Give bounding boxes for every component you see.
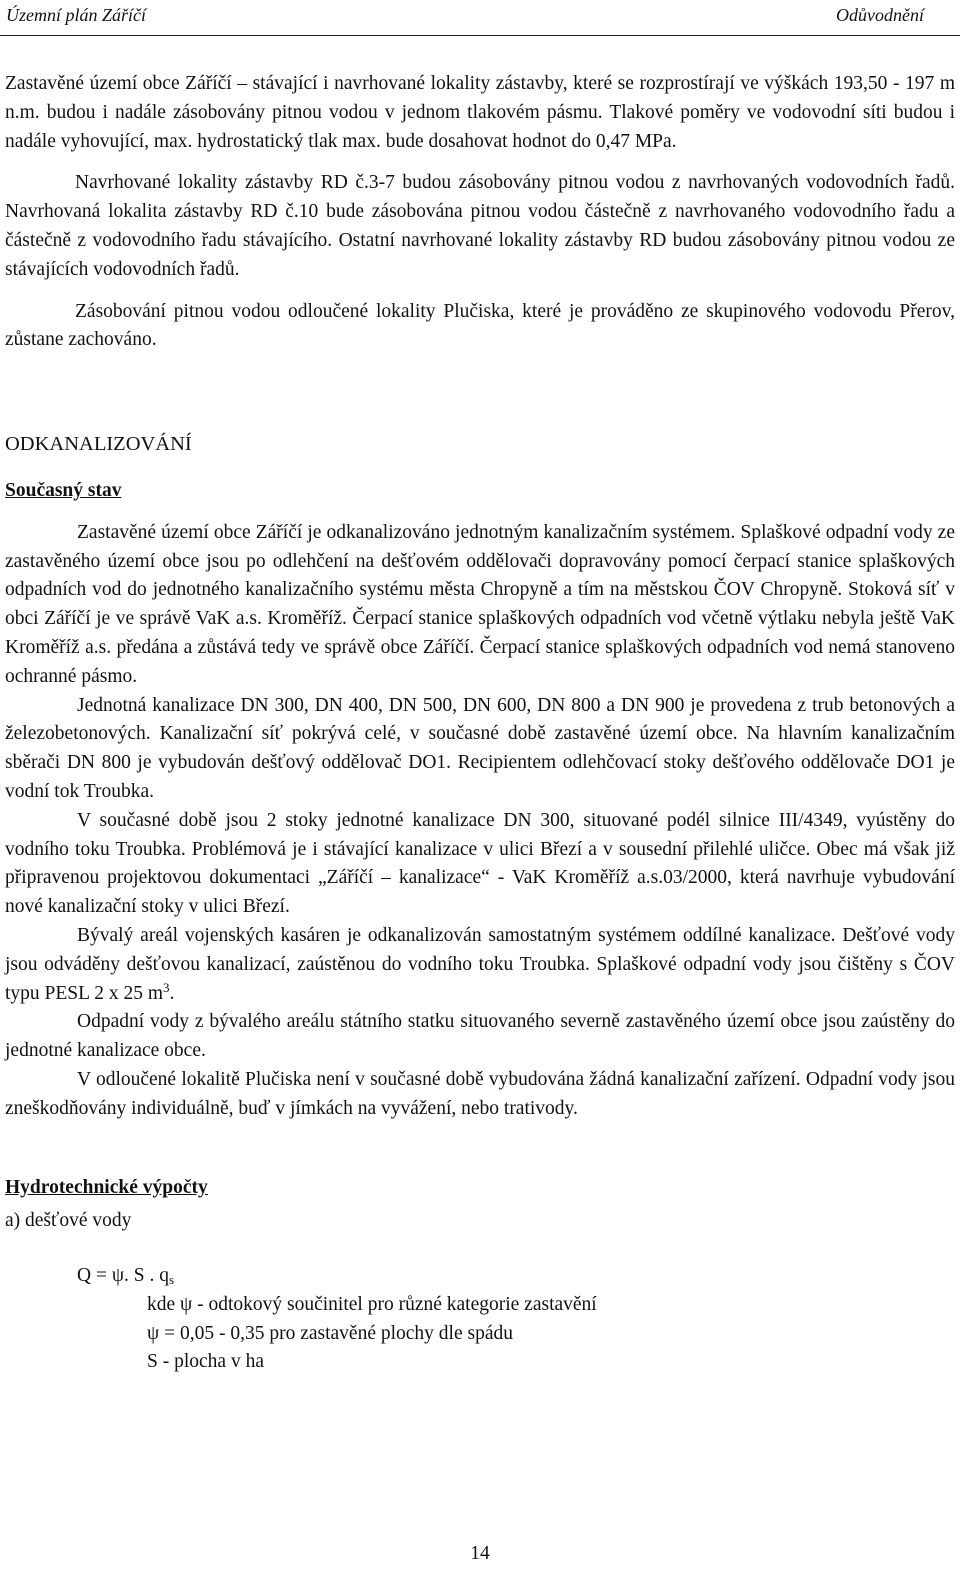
page-header	[0, 0, 960, 36]
paragraph-sewer-system: Zastavěné území obce Záříčí je odkanalizováno jednotným kanalizačním systémem. Splaškové odpadní vody ze zastavěného území obce jsou po odlehčení na dešťovém oddělovači dopravovány pomocí čerpací stanice splaškových odpadních vod do jednotného kanalizačního systému města Chropyně a tím na městskou ČOV Chropyně. Stoková síť v obci Záříčí je ve správě VaK a.s. Kroměříž. Čerpací stanice splaškových odpadních vod včetně výtlaku nebyla ještě VaK Kroměříž a.s. předána a zůstává tedy ve správě obce Záříčí. Čerpací stanice splaškových odpadních vod nemá stanoveno ochranné pásmo.	[5, 521, 955, 687]
barracks-superscript: 3	[163, 979, 170, 995]
paragraph-state-farm: Odpadní vody z bývalého areálu státního statku situovaného severně zastavěného území obce jsou zaústěny do jednotné kanalizace obce.	[5, 1011, 955, 1062]
formula-subscript: s	[169, 1272, 175, 1288]
document-body	[5, 70, 955, 1377]
barracks-text: Bývalý areál vojenských kasáren je odkanalizován samostatným systémem oddílné kanalizace. Dešťové vody jsou odváděny dešťovou kanalizací, zaústěnou do vodního toku Troubka. Splaškové odpadní vody jsou čištěny s ČOV typu PESL 2 x 25 m	[5, 924, 955, 1004]
subsection-heading-current-state: Současný stav	[5, 479, 122, 501]
paragraph-proposed-localities: Navrhované lokality zástavby RD č.3-7 budou zásobovány pitnou vodou z navrhovaných vodovodních řadů. Navrhovaná lokalita zástavby RD č.10 bude zásobována pitnou vodou částečně z navrhovaného vodovodního řadu a částečně z vodovodního řadu stávajícího. Ostatní navrhované lokality zástavby RD budou zásobovány pitnou vodou ze stávajících vodovodních řadů.	[5, 172, 955, 280]
header-title: Územní plán Záříčí	[6, 5, 147, 25]
paragraph-sewer-pipes: Jednotná kanalizace DN 300, DN 400, DN 500, DN 600, DN 800 a DN 900 je provedena z trub betonových a železobetonových. Kanalizační síť pokrývá celé, v současné době zastavěné území obce. Na hlavním kanalizačním sběrači DN 800 je vybudován dešťový oddělovač DO1. Recipientem odlehčovací stoky dešťového oddělovače DO1 je vodní tok Troubka.	[5, 694, 955, 802]
page-number: 14	[470, 1543, 490, 1564]
section-heading-sewerage: ODKANALIZOVÁNÍ	[5, 433, 192, 456]
paragraph-plucisko: Zásobování pitnou vodou odloučené lokality Plučiska, které je prováděno ze skupinového vodovodu Přerov, zůstane zachováno.	[5, 300, 955, 351]
barracks-end: .	[169, 982, 175, 1004]
formula-def-area: S - plocha v ha	[147, 1351, 264, 1373]
formula-def-psi: kde ψ - odtokový součinitel pro různé kategorie zastavění	[147, 1293, 597, 1315]
paragraph-plucisko-sewer: V odloučené lokalitě Plučiska není v současné době vybudována žádná kanalizační zařízení. Odpadní vody jsou zneškodňovány individuálně, buď v jímkách na vyvážení, nebo trativody.	[5, 1068, 955, 1119]
formula-def-range: ψ = 0,05 - 0,35 pro zastavěné plochy dle spádu	[147, 1322, 513, 1344]
paragraph-water-pressure: Zastavěné území obce Záříčí – stávající i navrhované lokality zástavby, které se rozprostírají ve výškách 193,50 - 197 m n.m. budou i nadále zásobovány pitnou vodou v jednom tlakovém pásmu. Tlakové poměry ve vodovodní síti budou i nadále vyhovující, max. hydrostatický tlak max. bude dosahovat hodnot do 0,47 MPa.	[5, 73, 955, 152]
formula-text: Q = ψ. S . q	[77, 1265, 170, 1287]
paragraph-barracks	[5, 922, 955, 1008]
paragraph-sewer-outlets: V současné době jsou 2 stoky jednotné kanalizace DN 300, situované podél silnice III/4349, vyústěny do vodního toku Troubka. Problémová je i stávající kanalizace v ulici Březí a v sousední přilehlé uličce. Obec má však již připravenou projektovou dokumentaci „Záříčí – kanalizace“ - VaK Kroměříž a.s.03/2000, která navrhuje vybudování nové kanalizační stoky v ulici Březí.	[5, 809, 955, 918]
subsection-heading-hydro: Hydrotechnické výpočty	[5, 1176, 208, 1198]
header-section: Odůvodnění	[836, 5, 924, 25]
item-rainwater: a) dešťové vody	[5, 1210, 132, 1232]
formula-main	[5, 1262, 955, 1291]
